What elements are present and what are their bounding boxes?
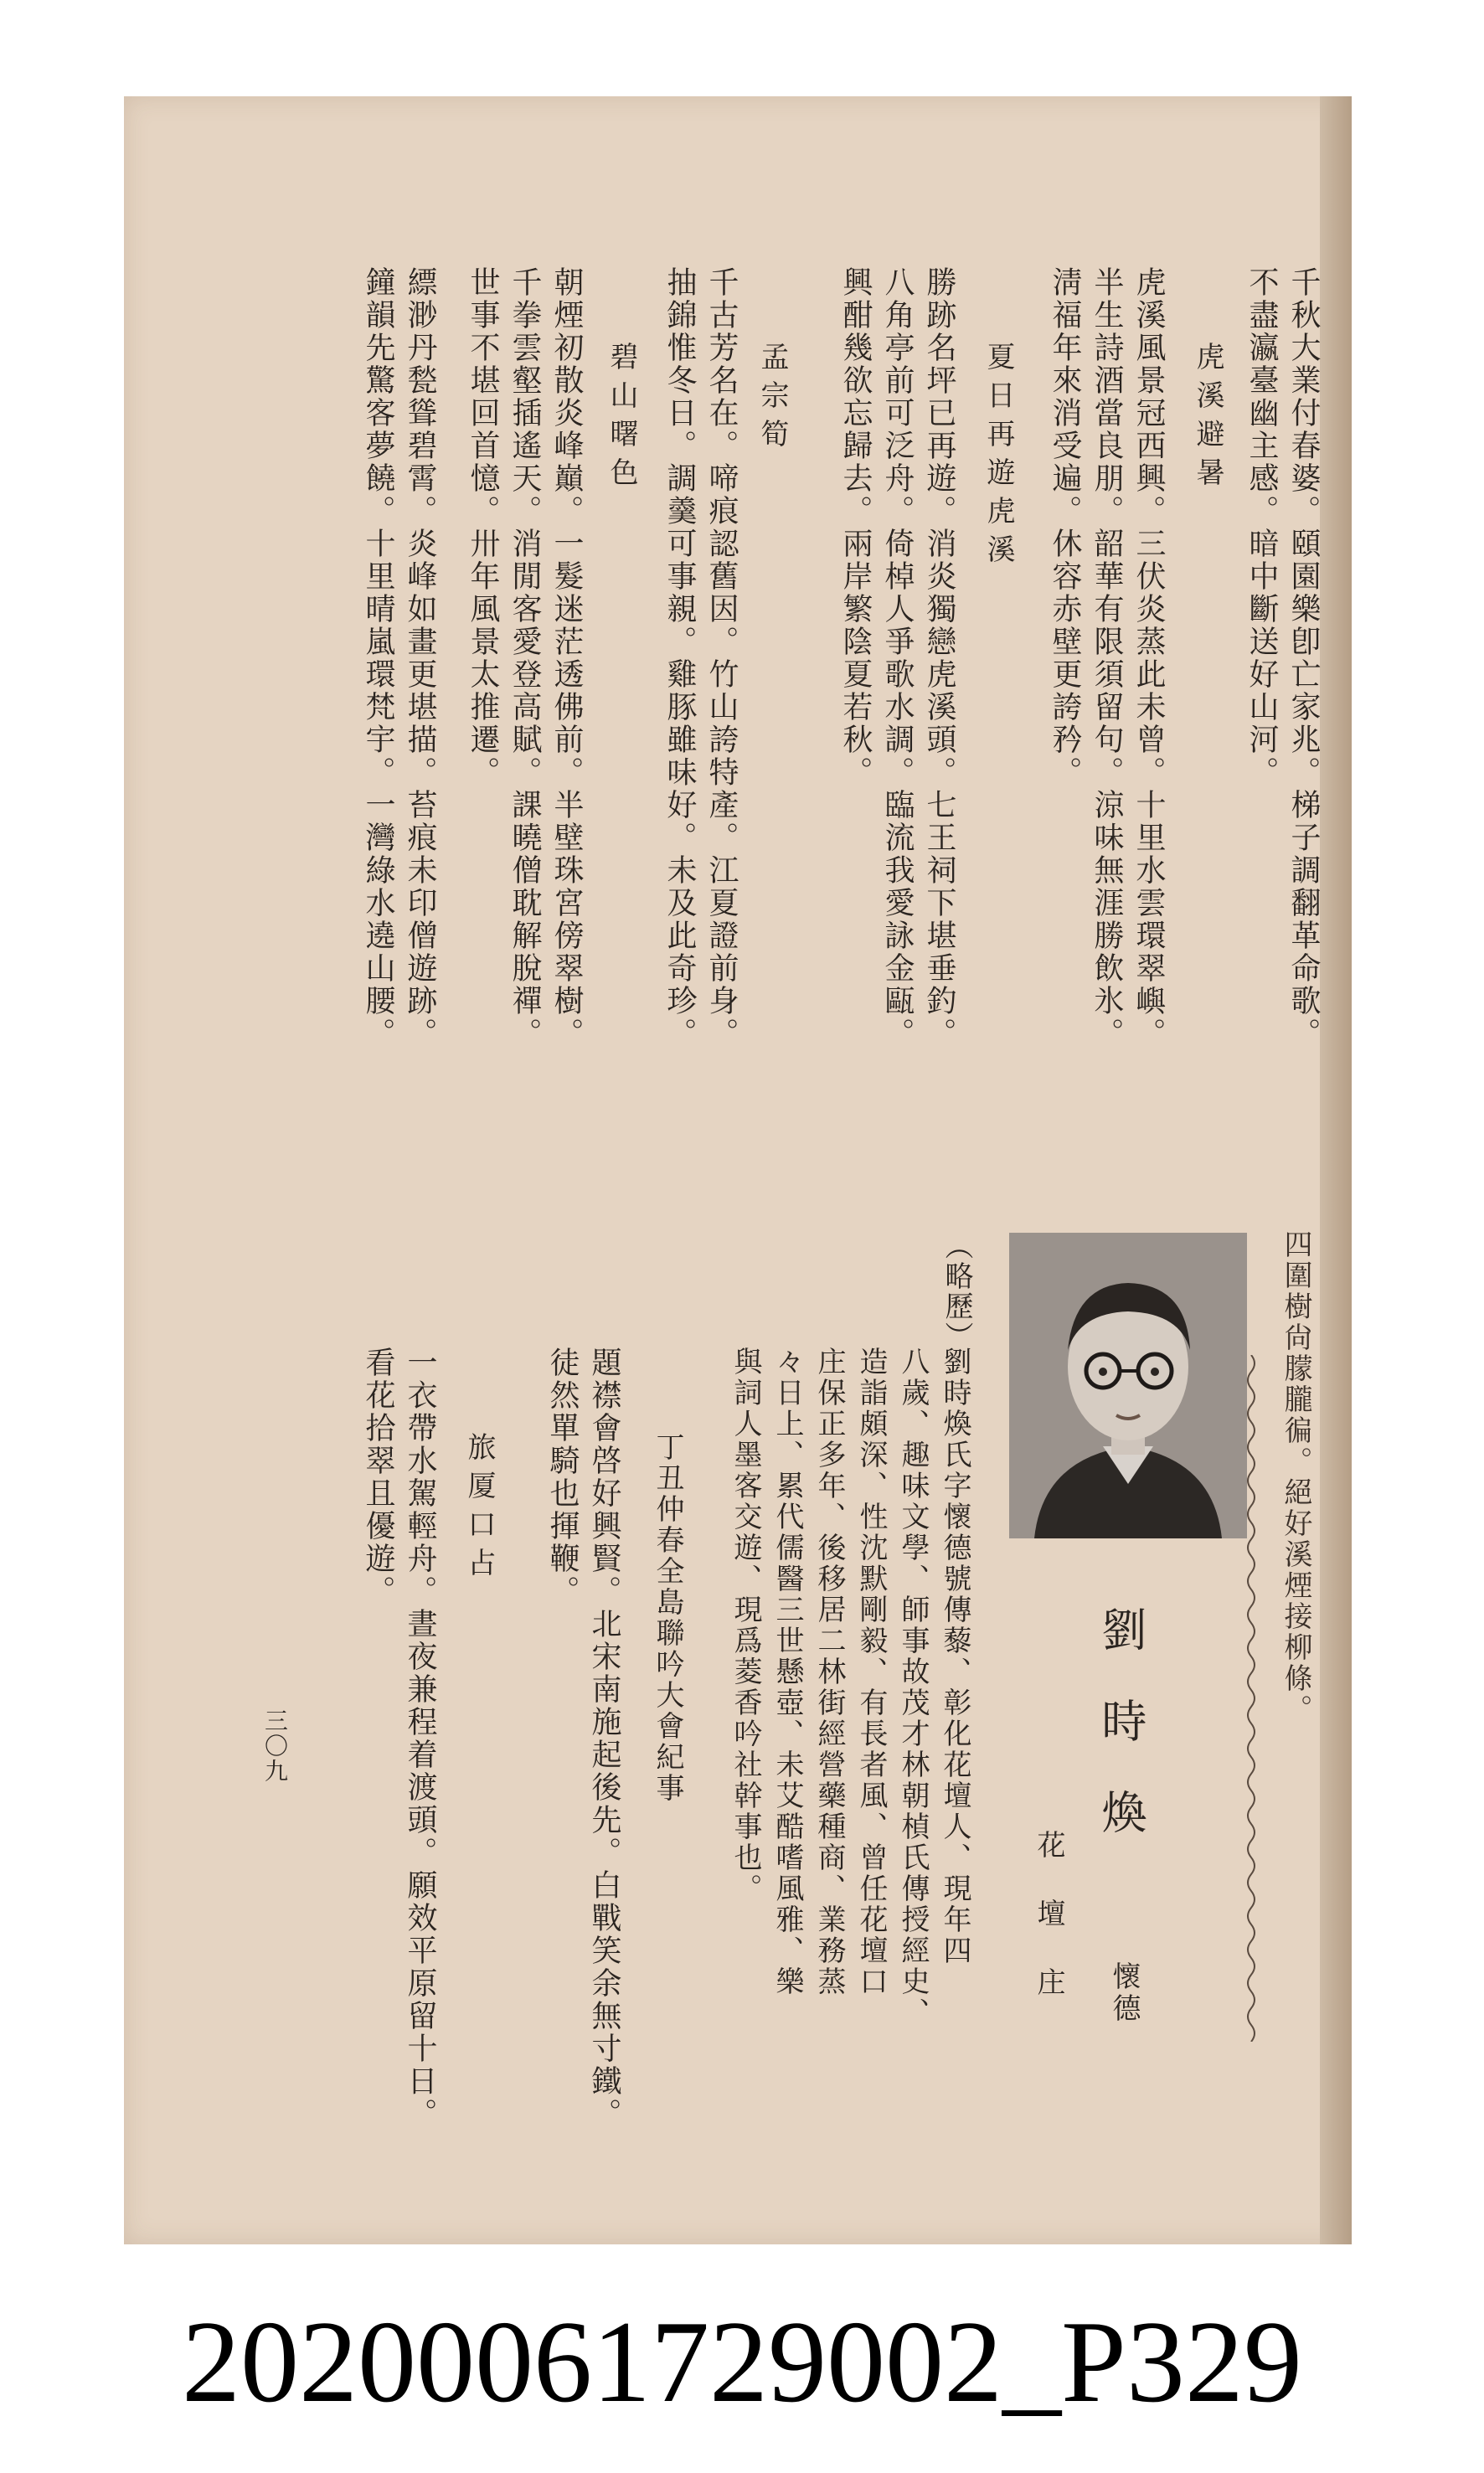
poem-bishan-2-line-2: 鐘韻先驚客夢饒。十里晴嵐環梵宇。一灣綠水遶山腰。: [361, 266, 395, 1050]
poem-bishan-line-3: 世事不堪回首憶。卅年風景太推遷。: [466, 266, 500, 789]
poem-continuation-line-1: 千秋大業付春婆。頤園樂卽亡家兆。梯子調翻革命歌。: [1286, 266, 1321, 1050]
poem-xiari-line-1: 勝跡名坪已再遊。消炎獨戀虎溪頭。七王祠下堪垂釣。: [922, 266, 956, 1050]
poem-lianyin-line-2: 徒然單騎也揮鞭。: [545, 1347, 580, 1608]
author-courtesy-name: 懷德: [1107, 1961, 1141, 2025]
page-number: 三〇九: [261, 1708, 289, 1784]
poem-mengzong-line-2: 抽錦惟冬日。調羹可事親。雞豚雖味好。未及此奇珍。: [662, 266, 697, 1050]
poem-lianyin-line-1: 題襟會啓好興賢。北宋南施起後先。白戰笑余無寸鐵。: [587, 1347, 621, 2130]
poem-lvxia-line-1: 一衣帶水駕輕舟。晝夜兼程着渡頭。願效平原留十日。: [403, 1347, 437, 2130]
poem-title-mengzong-sun: 孟宗筍: [755, 342, 789, 457]
biography-line-5: 々日上、累代儒醫三世懸壺、未艾酷嗜風雅、樂: [770, 1347, 804, 1997]
author-name: 劉時煥: [1095, 1606, 1147, 1880]
poem-continuation-line-2: 不盡瀛臺幽主感。暗中斷送好山河。: [1244, 266, 1279, 789]
poem-title-bishan-shuse: 碧山曙色: [605, 342, 638, 496]
biography-label: （略歷）: [940, 1231, 973, 1352]
poem-last-line: 四圍樹尙朦朧徧。絕好溪煙接柳條。: [1279, 1229, 1312, 1725]
poem-huxi-line-3: 淸福年來消受遍。休容赤壁更誇矜。: [1048, 266, 1082, 789]
portrait-image: [1009, 1233, 1247, 1538]
poem-huxi-line-2: 半生詩酒當良朋。韶華有限須留句。涼味無涯勝飲氷。: [1090, 266, 1124, 1050]
poem-bishan-line-2: 千拳雲壑插遙天。消閒客愛登高賦。課曉僧耽解脫禪。: [508, 266, 542, 1050]
poem-xiari-line-2: 八角亭前可泛舟。倚棹人爭歌水調。臨流我愛詠金甌。: [880, 266, 915, 1050]
poem-mengzong-line-1: 千古芳名在。啼痕認舊因。竹山誇特產。江夏證前身。: [704, 266, 739, 1050]
poem-title-lvxia-kouzhan: 旅厦口占: [462, 1432, 496, 1586]
biography-line-4: 庄保正多年、後移居二林街經營藥種商、業務蒸: [812, 1347, 846, 1997]
author-hometown: 花壇庄: [1032, 1830, 1065, 2036]
book-spine: [1320, 96, 1352, 2244]
poem-title-xiari-zaiyou: 夏日再遊虎溪: [982, 342, 1015, 573]
poem-title-lianyin-dahui: 丁丑仲春全島聯吟大會紀事: [651, 1432, 684, 1804]
biography-line-1: 劉時煥氏字懷德號傳藜、彰化花壇人、現年四: [938, 1347, 971, 1966]
biography-line-6: 與詞人墨客交遊、現爲菱香吟社幹事也。: [729, 1347, 762, 1904]
poem-huxi-line-1: 虎溪風景冠西興。三伏炎蒸此未曾。十里水雲環翠嶼。: [1131, 266, 1166, 1050]
biography-line-2: 八歲、趣味文學、師事故茂才林朝楨氏傳授經史、: [896, 1347, 930, 2028]
author-portrait: [1009, 1233, 1247, 1538]
poem-lvxia-line-2: 看花拾翠且優遊。: [361, 1347, 395, 1608]
biography-line-3: 造詣頗深、性沈默剛毅、有長者風、曾任花壇口: [854, 1347, 888, 1997]
poem-bishan-line-1: 朝煙初散炎峰巔。一髮迷茫透佛前。半壁珠宮傍翠樹。: [549, 266, 584, 1050]
archive-caption: 20200061729002_P329: [182, 2297, 1302, 2427]
poem-xiari-line-3: 興酣幾欲忘歸去。兩岸繁陰夏若秋。: [838, 266, 873, 789]
poem-title-huxi-bishu: 虎溪避暑: [1191, 342, 1224, 496]
poem-bishan-2-line-1: 縹渺丹甃聳碧霄。炎峰如畫更堪描。苔痕未印僧遊跡。: [403, 266, 437, 1050]
